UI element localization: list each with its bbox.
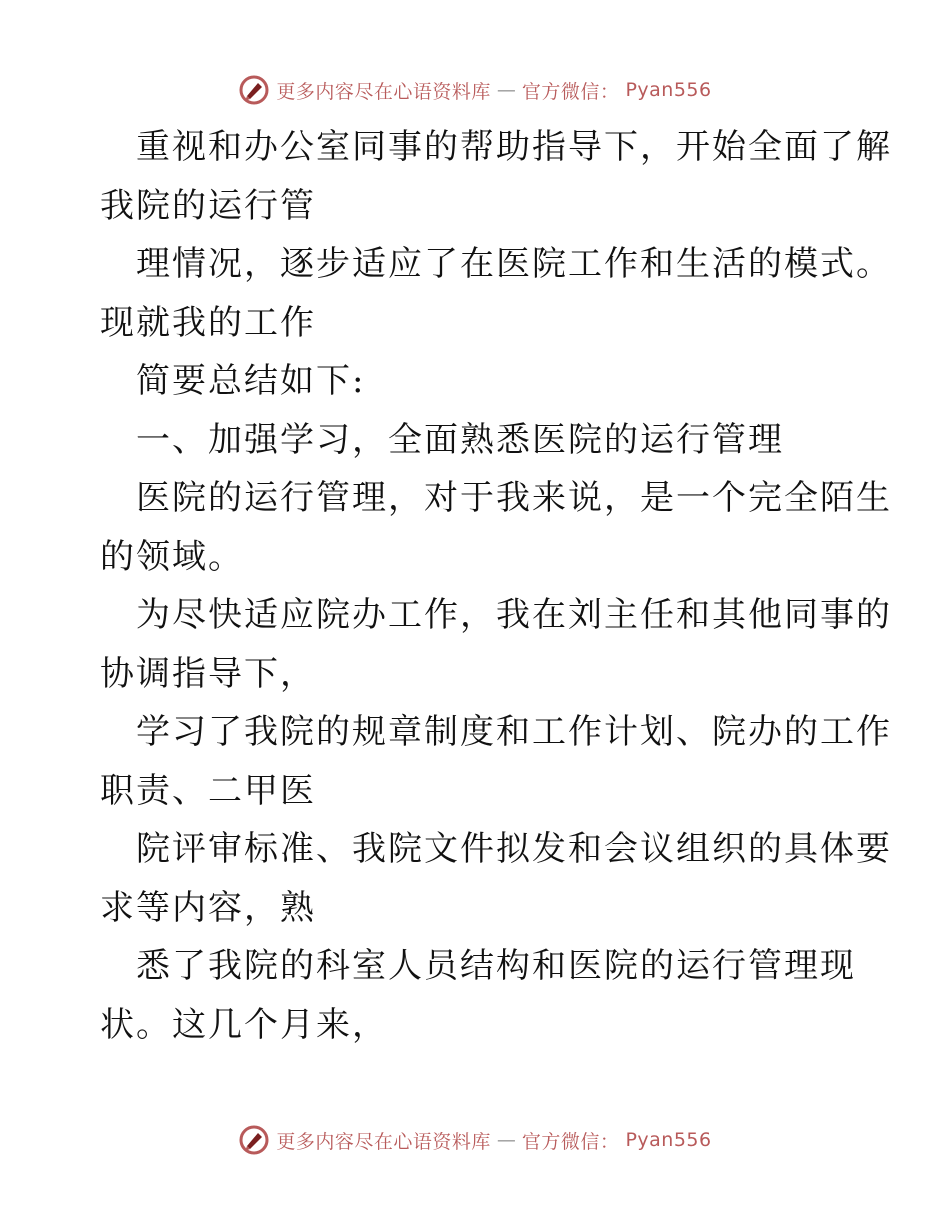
- banner-separator: —: [496, 1129, 516, 1151]
- wechat-label: 官方微信：: [521, 80, 620, 103]
- body-line: 简要总结如下:: [136, 361, 366, 401]
- wechat-id: Pyan556: [625, 1129, 712, 1151]
- body-line: 状。这几个月来，: [100, 1004, 388, 1045]
- body-line: 协调指导下，: [100, 653, 316, 694]
- banner-text: 更多内容尽在心语资料库: [276, 1130, 491, 1153]
- pen-nib-icon: [238, 1124, 270, 1156]
- document-body: [100, 118, 892, 1054]
- body-line: 我院的运行管: [100, 185, 316, 226]
- body-line: 院评审标准、我院文件拟发和会议组织的具体要: [136, 829, 892, 869]
- body-line: 现就我的工作: [100, 302, 316, 343]
- body-line: 职责、二甲医: [100, 770, 316, 811]
- body-line: 为尽快适应院办工作，我在刘主任和其他同事的: [136, 595, 892, 635]
- footer-banner: [0, 1122, 950, 1158]
- banner-separator: —: [496, 79, 516, 101]
- section-heading: 一、加强学习，全面熟悉医院的运行管理: [136, 419, 784, 460]
- body-line: 求等内容，熟: [100, 887, 316, 928]
- body-line: 的领域。: [100, 536, 244, 577]
- header-banner: [0, 72, 950, 108]
- wechat-id: Pyan556: [625, 79, 712, 101]
- banner-text: 更多内容尽在心语资料库: [276, 80, 491, 103]
- body-line: 学习了我院的规章制度和工作计划、院办的工作: [136, 712, 892, 752]
- wechat-label: 官方微信：: [521, 1130, 620, 1153]
- body-line: 医院的运行管理，对于我来说，是一个完全陌生: [136, 478, 892, 518]
- body-line: 理情况，逐步适应了在医院工作和生活的模式。: [136, 244, 892, 284]
- body-line: 悉了我院的科室人员结构和医院的运行管理现: [136, 946, 856, 986]
- pen-nib-icon: [238, 74, 270, 106]
- body-line: 重视和办公室同事的帮助指导下，开始全面了解: [136, 127, 892, 167]
